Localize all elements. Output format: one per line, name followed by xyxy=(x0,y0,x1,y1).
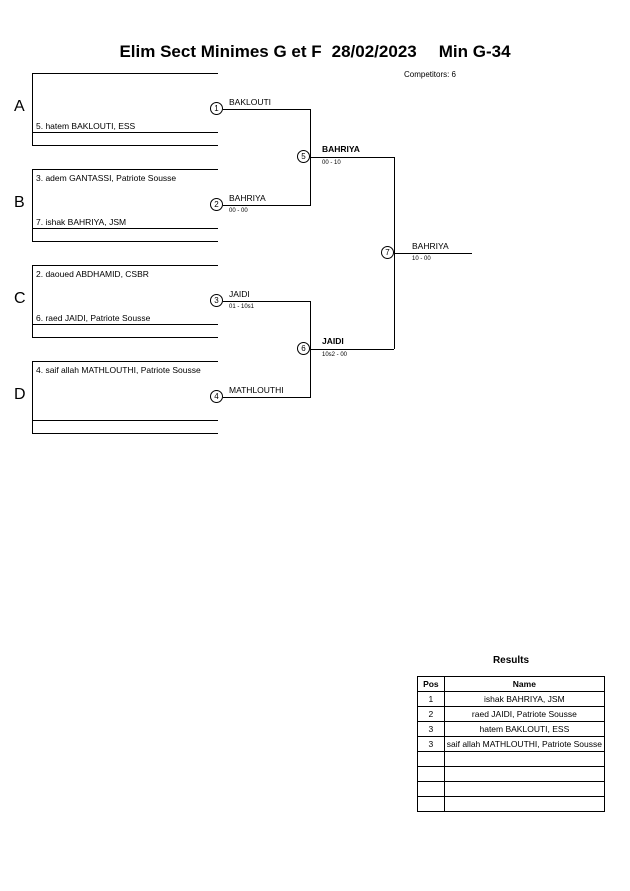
table-row xyxy=(418,722,605,737)
result-name: hatem BAKLOUTI, ESS xyxy=(444,722,604,737)
match-winner-6: JAIDI xyxy=(322,336,344,346)
bracket-line xyxy=(32,324,218,325)
bracket-line xyxy=(310,157,394,158)
result-pos xyxy=(418,767,445,782)
bracket-line xyxy=(32,433,218,434)
match-number-4[interactable]: 4 xyxy=(210,390,223,403)
entry-label: 6. raed JAIDI, Patriote Sousse xyxy=(36,313,151,323)
match-score-6: 10s2 - 00 xyxy=(322,352,348,358)
match-number-7[interactable]: 7 xyxy=(381,246,394,259)
match-winner-5: BAHRIYA xyxy=(322,144,360,154)
column-header-name: Name xyxy=(444,677,604,692)
bracket-line xyxy=(32,169,33,241)
page-title xyxy=(0,42,630,62)
bracket-line xyxy=(223,205,311,206)
result-name xyxy=(444,767,604,782)
match-number-1[interactable]: 1 xyxy=(210,102,223,115)
bracket-line xyxy=(32,228,218,229)
group-letter-d: D xyxy=(14,386,26,403)
title-category: Min G-34 xyxy=(438,42,511,61)
match-number-2[interactable]: 2 xyxy=(210,198,223,211)
bracket-line xyxy=(394,253,472,254)
bracket-line xyxy=(32,361,33,433)
result-name xyxy=(444,752,604,767)
table-row xyxy=(418,752,605,767)
match-winner-3: JAIDI xyxy=(229,289,250,299)
result-pos: 3 xyxy=(418,722,445,737)
table-row xyxy=(418,767,605,782)
bracket-line xyxy=(32,73,33,145)
bracket-line xyxy=(32,361,218,362)
entry-label: 3. adem GANTASSI, Patriote Sousse xyxy=(36,173,177,183)
result-name: saif allah MATHLOUTHI, Patriote Sousse xyxy=(444,737,604,752)
match-score-7: 10 - 00 xyxy=(412,256,431,262)
bracket-line xyxy=(32,265,33,337)
table-row xyxy=(418,797,605,812)
entry-label: 7. ishak BAHRIYA, JSM xyxy=(36,217,127,227)
bracket-line xyxy=(32,169,218,170)
entry-label: 4. saif allah MATHLOUTHI, Patriote Sousse xyxy=(36,365,201,375)
result-name xyxy=(444,782,604,797)
bracket-line xyxy=(32,241,218,242)
match-winner-1: BAKLOUTI xyxy=(229,97,272,107)
match-number-3[interactable]: 3 xyxy=(210,294,223,307)
match-number-5[interactable]: 5 xyxy=(297,150,310,163)
table-row xyxy=(418,707,605,722)
bracket-line xyxy=(32,73,218,74)
bracket-line xyxy=(32,132,218,133)
group-letter-a: A xyxy=(14,98,25,115)
bracket-line xyxy=(32,265,218,266)
match-score-3: 01 - 10s1 xyxy=(229,304,255,310)
bracket-line xyxy=(223,301,311,302)
result-name xyxy=(444,797,604,812)
entry-label: 5. hatem BAKLOUTI, ESS xyxy=(36,121,136,131)
match-number-6[interactable]: 6 xyxy=(297,342,310,355)
title-event: Elim Sect Minimes G et F xyxy=(119,42,322,61)
bracket-line xyxy=(32,420,218,421)
bracket-line xyxy=(223,109,311,110)
bracket-line xyxy=(223,397,311,398)
bracket-line xyxy=(32,145,218,146)
result-name: ishak BAHRIYA, JSM xyxy=(444,692,604,707)
table-row xyxy=(418,737,605,752)
result-pos: 1 xyxy=(418,692,445,707)
result-pos xyxy=(418,782,445,797)
competitors-count: Competitors: 6 xyxy=(403,70,457,79)
match-winner-7: BAHRIYA xyxy=(412,241,449,251)
match-winner-4: MATHLOUTHI xyxy=(229,385,284,395)
bracket-line xyxy=(32,337,218,338)
result-pos: 2 xyxy=(418,707,445,722)
results-table xyxy=(417,676,605,812)
result-pos: 3 xyxy=(418,737,445,752)
match-score-5: 00 - 10 xyxy=(322,160,341,166)
title-date: 28/02/2023 xyxy=(331,42,417,61)
column-header-pos: Pos xyxy=(418,677,445,692)
table-row xyxy=(418,692,605,707)
group-letter-b: B xyxy=(14,194,25,211)
entry-label: 2. daoued ABDHAMID, CSBR xyxy=(36,269,149,279)
result-name: raed JAIDI, Patriote Sousse xyxy=(444,707,604,722)
table-row xyxy=(418,782,605,797)
match-score-2: 00 - 00 xyxy=(229,208,248,214)
match-winner-2: BAHRIYA xyxy=(229,193,266,203)
bracket-line xyxy=(310,349,394,350)
result-pos xyxy=(418,752,445,767)
results-title: Results xyxy=(492,655,530,666)
result-pos xyxy=(418,797,445,812)
group-letter-c: C xyxy=(14,290,26,307)
table-header-row xyxy=(418,677,605,692)
